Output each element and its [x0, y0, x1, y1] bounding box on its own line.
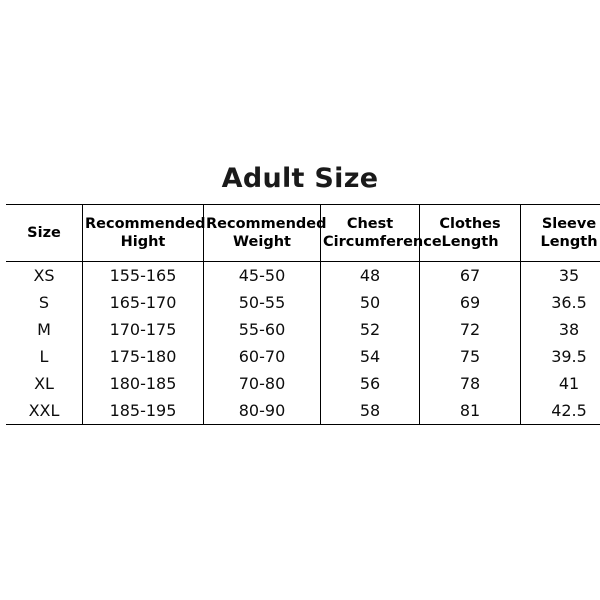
cell-chest: 54 — [321, 343, 420, 370]
cell-weight: 50-55 — [204, 289, 321, 316]
cell-height: 175-180 — [83, 343, 204, 370]
cell-size: XL — [6, 370, 83, 397]
cell-height: 185-195 — [83, 397, 204, 425]
cell-clothes-length: 75 — [420, 343, 521, 370]
cell-sleeve-length: 41 — [558, 374, 580, 393]
column-header-chest-line1: Chest — [346, 215, 394, 232]
cell-size: L — [6, 343, 83, 370]
column-header-clothes-length — [420, 205, 521, 262]
cell-height: 170-175 — [83, 316, 204, 343]
cell-sleeve-length: 35 — [558, 266, 580, 285]
table-header-row — [6, 205, 600, 262]
table-row — [6, 343, 600, 370]
table-row — [6, 370, 600, 397]
column-header-height-line1: Recommended — [85, 215, 206, 232]
table-row — [6, 262, 600, 290]
cell-chest: 48 — [321, 262, 420, 290]
table-body — [6, 262, 600, 425]
cell-chest: 52 — [321, 316, 420, 343]
cell-clothes-length: 72 — [420, 316, 521, 343]
column-header-weight-line1: Recommended — [206, 215, 327, 232]
column-header-size — [6, 205, 83, 262]
cell-chest: 50 — [321, 289, 420, 316]
cell-size: S — [6, 289, 83, 316]
cell-clothes-length: 69 — [420, 289, 521, 316]
table-header — [6, 205, 600, 262]
cell-height: 180-185 — [83, 370, 204, 397]
cell-clothes-length: 67 — [420, 262, 521, 290]
column-header-recommended-height — [83, 205, 204, 262]
column-header-size-line1: Size — [27, 224, 61, 241]
cell-chest: 56 — [321, 370, 420, 397]
column-header-sleeve-length — [521, 205, 600, 262]
cell-weight: 60-70 — [204, 343, 321, 370]
size-table — [6, 204, 600, 425]
cell-sleeve-length: 38 — [558, 320, 580, 339]
column-header-height-line2: Hight — [120, 234, 166, 250]
cell-sleeve-length: 36.5 — [551, 293, 587, 312]
cell-size: XS — [6, 262, 83, 290]
cell-height: 155-165 — [83, 262, 204, 290]
cell-height: 165-170 — [83, 289, 204, 316]
column-header-weight-line2: Weight — [233, 234, 291, 250]
page-title: Adult Size — [221, 163, 379, 194]
cell-size: M — [6, 316, 83, 343]
cell-weight: 55-60 — [204, 316, 321, 343]
column-header-chest-line2: Circumference — [323, 234, 442, 250]
column-header-sleeve-line2: Length — [540, 234, 598, 250]
cell-weight: 80-90 — [204, 397, 321, 425]
table-row — [6, 289, 600, 316]
table-row — [6, 316, 600, 343]
cell-clothes-length: 81 — [420, 397, 521, 425]
column-header-recommended-weight — [204, 205, 327, 262]
cell-size: XXL — [6, 397, 83, 425]
column-header-sleeve-line1: Sleeve — [541, 215, 597, 232]
column-header-chest-circumference — [321, 205, 442, 262]
cell-weight: 45-50 — [204, 262, 321, 290]
cell-clothes-length: 78 — [420, 370, 521, 397]
cell-weight: 70-80 — [204, 370, 321, 397]
table-row — [6, 397, 600, 425]
cell-sleeve-length: 42.5 — [521, 397, 600, 425]
cell-chest: 58 — [321, 397, 420, 425]
size-table-container — [6, 204, 598, 425]
cell-sleeve-length: 39.5 — [551, 347, 587, 366]
column-header-clothes-line2: Length — [441, 234, 499, 250]
column-header-clothes-line1: Clothes — [439, 215, 501, 232]
